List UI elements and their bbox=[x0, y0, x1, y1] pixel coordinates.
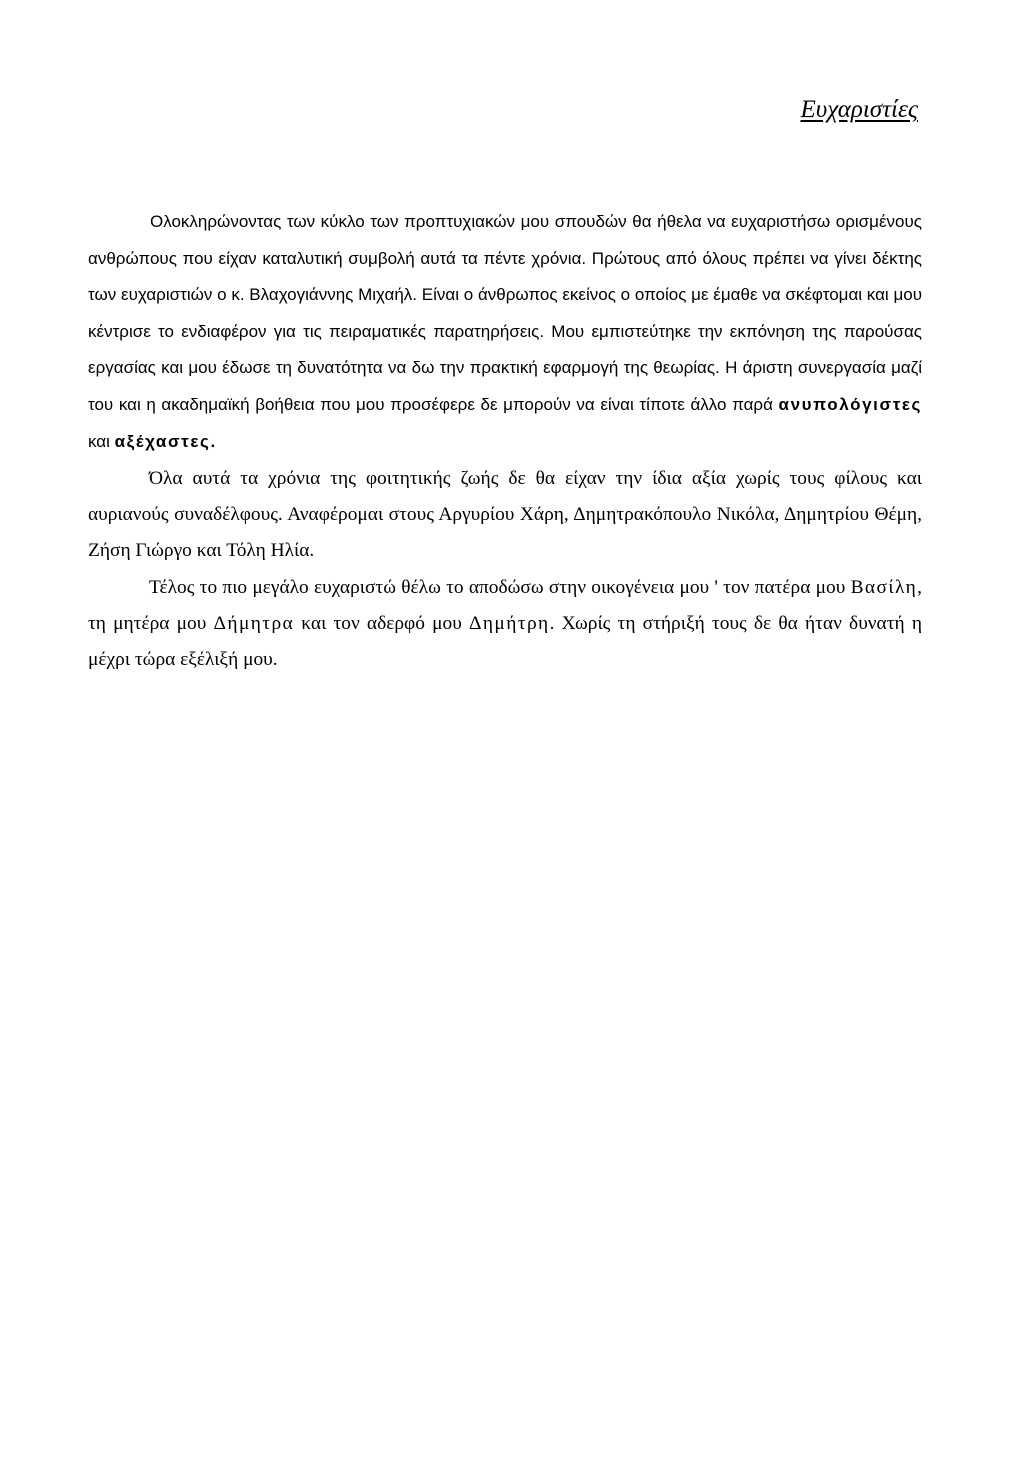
family-name: Βασίλη bbox=[850, 577, 918, 599]
page-title: Ευχαριστίες bbox=[800, 96, 918, 123]
emphasis-text: ανυπολόγιστες bbox=[778, 394, 922, 414]
paragraph-acknowledgement-supervisor bbox=[88, 204, 922, 460]
emphasis-text: αξέχαστες. bbox=[114, 431, 217, 451]
paragraph-text: και bbox=[88, 431, 115, 451]
family-name: Δημήτρη bbox=[469, 613, 550, 635]
paragraph-text: . Χωρίς τη στήριξή τους δε θα ήταν δυνατή η μέχρι τώρα εξέλιξή μου. bbox=[88, 613, 922, 671]
paragraph-text: Ολοκληρώνοντας των κύκλο των προπτυχιακών μου σπουδών θα ήθελα να ευχαριστήσω ορισμένους ανθρώπους που είχαν καταλυτική συμβολή αυτά τα πέντε χρόνια. Πρώτους από όλους πρέπει να γίνει δέκτης των ευχαριστιών ο κ. Βλαχογιάννης Μιχαήλ. Είναι ο άνθρωπος εκείνος ο οποίος με έμαθε να σκέφτομαι και μου κέντρισε το ενδιαφέρον για τις πειραματικές παρατηρήσεις. Μου εμπιστεύτηκε την εκπόνηση της παρούσας εργασίας και μου έδωσε τη δυνατότητα να δω την πρακτική εφαρμογή της θεωρίας. Η άριστη συνεργασία μαζί του και η ακαδημαϊκή βοήθεια που μου προσέφερε δε μπορούν να είναι τίποτε άλλο παρά bbox=[88, 212, 922, 414]
paragraph-acknowledgement-family bbox=[88, 570, 922, 678]
family-name: Δήμητρα bbox=[213, 613, 295, 635]
paragraph-text: Τέλος το πιο μεγάλο ευχαριστώ θέλω το αποδώσω στην οικογένεια μου ' τον πατέρα μου bbox=[149, 577, 851, 599]
paragraph-text: και τον αδερφό μου bbox=[294, 613, 470, 635]
paragraph-acknowledgement-friends: Όλα αυτά τα χρόνια της φοιτητικής ζωής δε θα είχαν την ίδια αξία χωρίς τους φίλους και αυριανούς συναδέλφους. Αναφέρομαι στους Αργυρίου Χάρη, Δημητρακόπουλο Νικόλα, Δημητρίου Θέμη, Ζήση Γιώργο και Τόλη Ηλία. bbox=[88, 468, 922, 562]
paragraph-text: , τη μητέρα μου bbox=[88, 577, 922, 635]
